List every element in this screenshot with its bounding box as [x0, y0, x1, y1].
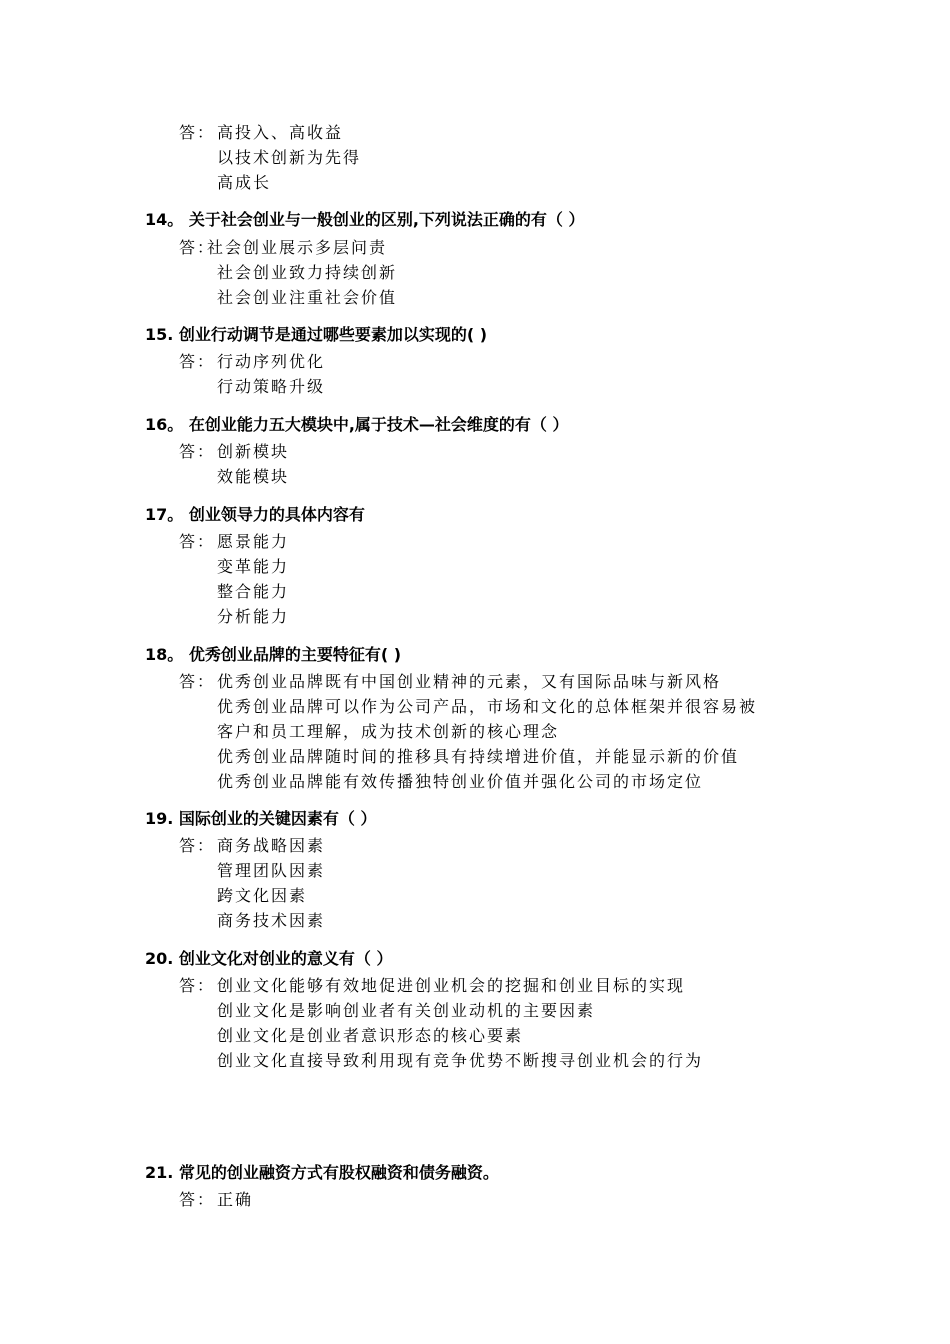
question-title: 17。 创业领导力的具体内容有 [145, 505, 365, 524]
answer-item: 创业文化能够有效地促进创业机会的挖掘和创业目标的实现 [217, 976, 686, 995]
answer-label: 答： [179, 672, 216, 691]
answer-label: 答： [179, 238, 216, 257]
answer-label: 答： [179, 352, 216, 371]
answer-item: 高投入、高收益 [217, 123, 344, 142]
answer-item: 优秀创业品牌能有效传播独特创业价值并强化公司的市场定位 [217, 772, 704, 791]
question-title: 14。 关于社会创业与一般创业的区别,下列说法正确的有（ ） [145, 210, 585, 229]
answer-item: 管理团队因素 [217, 861, 326, 880]
answer-item: 优秀创业品牌既有中国创业精神的元素，又有国际品味与新风格 [217, 672, 722, 691]
answer-item: 效能模块 [217, 467, 290, 486]
answer-item: 优秀创业品牌随时间的推移具有持续增进价值，并能显示新的价值 [217, 747, 740, 766]
answer-item: 客户和员工理解，成为技术创新的核心理念 [217, 722, 560, 741]
answer-label: 答： [179, 836, 216, 855]
answer-label: 答： [179, 1190, 216, 1209]
answer-item: 整合能力 [217, 582, 290, 601]
answer-item: 变革能力 [217, 557, 290, 576]
question-title: 20. 创业文化对创业的意义有（ ） [145, 949, 393, 968]
answer-item: 以技术创新为先得 [217, 148, 362, 167]
answer-label: 答： [179, 976, 216, 995]
answer-item: 正确 [217, 1190, 254, 1209]
answer-item: 创新模块 [217, 442, 290, 461]
question-title: 16。 在创业能力五大模块中,属于技术—社会维度的有（ ） [145, 415, 569, 434]
answer-label: 答： [179, 123, 216, 142]
question-title: 15. 创业行动调节是通过哪些要素加以实现的( ) [145, 325, 488, 344]
answer-item: 社会创业致力持续创新 [217, 263, 398, 282]
question-title: 18。 优秀创业品牌的主要特征有( ) [145, 645, 402, 664]
answer-item: 跨文化因素 [217, 886, 308, 905]
question-title: 19. 国际创业的关键因素有（ ） [145, 809, 377, 828]
answer-item: 优秀创业品牌可以作为公司产品，市场和文化的总体框架并很容易被 [217, 697, 758, 716]
answer-item: 商务战略因素 [217, 836, 326, 855]
answer-item: 社会创业展示多层问责 [207, 238, 388, 257]
answer-item: 分析能力 [217, 607, 290, 626]
answer-item: 商务技术因素 [217, 911, 326, 930]
answer-item: 愿景能力 [217, 532, 290, 551]
answer-item: 创业文化是影响创业者有关创业动机的主要因素 [217, 1001, 596, 1020]
answer-item: 行动策略升级 [217, 377, 326, 396]
answer-item: 行动序列优化 [217, 352, 326, 371]
answer-item: 社会创业注重社会价值 [217, 288, 398, 307]
answer-item: 创业文化直接导致利用现有竞争优势不断搜寻创业机会的行为 [217, 1051, 704, 1070]
answer-item: 创业文化是创业者意识形态的核心要素 [217, 1026, 524, 1045]
answer-label: 答： [179, 532, 216, 551]
answer-item: 高成长 [217, 173, 272, 192]
answer-label: 答： [179, 442, 216, 461]
question-title: 21. 常见的创业融资方式有股权融资和债务融资。 [145, 1163, 499, 1182]
